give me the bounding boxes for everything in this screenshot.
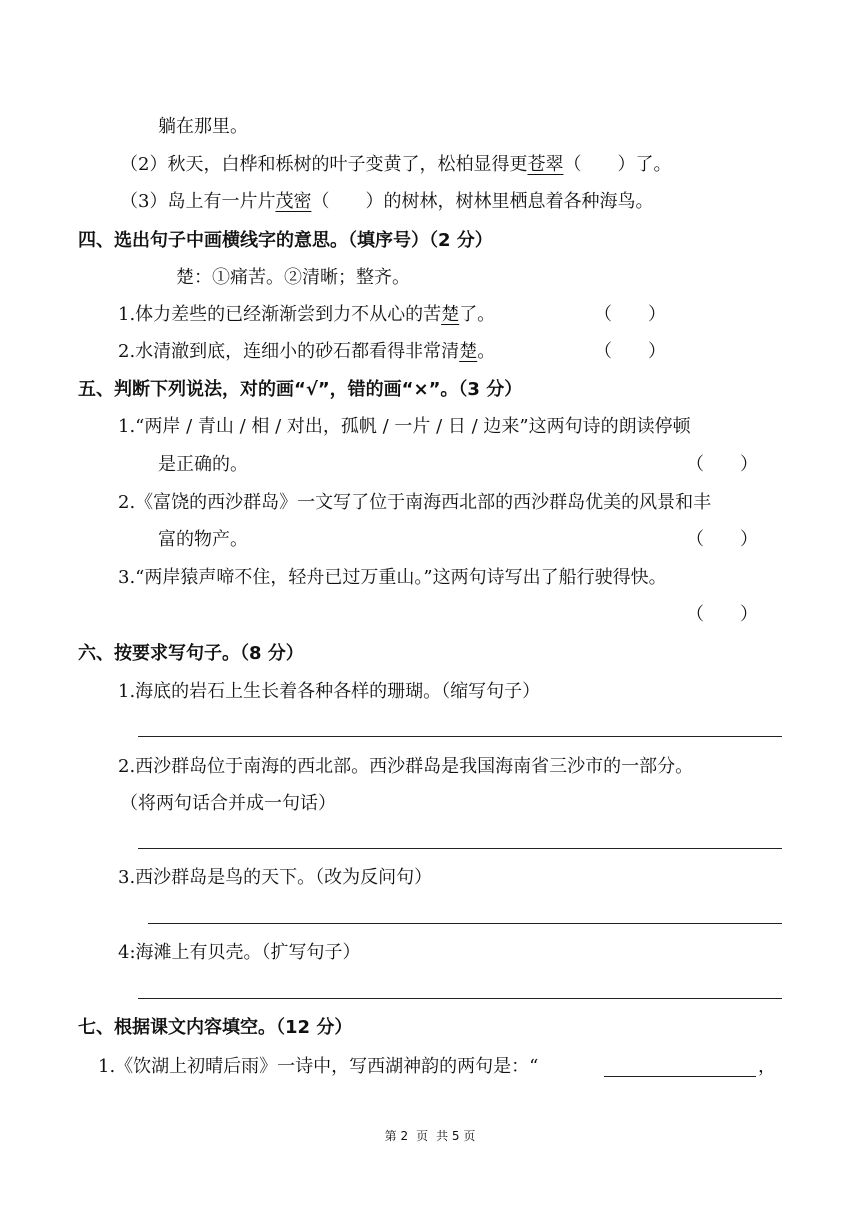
underlined-word: 楚 (441, 304, 460, 325)
underlined-word: 苍翠 (527, 154, 564, 175)
text-line: （3）岛上有一片片茂密（ ）的树林，树林里栖息着各种海鸟。 (120, 191, 654, 212)
answer-parentheses[interactable]: （ ） (686, 604, 758, 625)
page-footer (0, 1127, 860, 1144)
section-heading: 七、根据课文内容填空。（12 分） (78, 1017, 353, 1038)
answer-line[interactable] (138, 848, 782, 849)
question-line: 4:海滩上有贝壳。（扩写句子） (118, 942, 361, 963)
answer-parentheses[interactable]: （ ） (594, 304, 666, 325)
question-line: ， (758, 1056, 776, 1077)
options-line: 楚：①痛苦。②清晰；整齐。 (176, 267, 410, 288)
answer-parentheses[interactable]: （ ） (686, 454, 758, 475)
question-line: 1.海底的岩石上生长着各种各样的珊瑚。（缩写句子） (118, 681, 541, 702)
question-line: 1.“两岸 / 青山 / 相 / 对出，孤帆 / 一片 / 日 / 边来”这两句诗的朗读停顿 (118, 416, 691, 437)
fill-blank-line[interactable] (604, 1076, 756, 1077)
question-line: 2.水清澈到底，连细小的砂石都看得非常清楚。 (118, 341, 496, 362)
question-line: 是正确的。 (158, 454, 248, 475)
question-line: （将两句话合并成一句话） (120, 793, 336, 814)
underlined-word: 楚 (459, 341, 478, 362)
answer-line[interactable] (148, 923, 782, 924)
text-line: 躺在那里。 (158, 116, 248, 137)
section-heading: 六、按要求写句子。（8 分） (78, 643, 304, 664)
question-line: 1.体力差些的已经渐渐尝到力不从心的苦楚了。 (118, 304, 496, 325)
page-number: 第 2 (384, 1129, 409, 1143)
answer-line[interactable] (138, 736, 782, 737)
section-heading: 五、判断下列说法，对的画“√”，错的画“×”。（3 分） (78, 379, 523, 400)
answer-parentheses[interactable]: （ ） (594, 341, 666, 362)
question-line: 3.西沙群岛是鸟的天下。（改为反问句） (118, 867, 433, 888)
question-line: 2.《富饶的西沙群岛》一文写了位于南海西北部的西沙群岛优美的风景和丰 (118, 492, 712, 513)
page-total: 共 5 页 (436, 1129, 476, 1143)
underlined-word: 茂密 (275, 191, 312, 212)
answer-line[interactable] (138, 998, 782, 999)
question-line: 1.《饮湖上初晴后雨》一诗中，写西湖神韵的两句是：“ (98, 1056, 539, 1077)
page-label: 页 (416, 1129, 429, 1143)
section-heading: 四、选出句子中画横线字的意思。（填序号）（2 分） (78, 230, 493, 251)
question-line: 富的物产。 (158, 529, 248, 550)
text-line: （2）秋天，白桦和栎树的叶子变黄了，松柏显得更苍翠（ ）了。 (120, 154, 672, 175)
question-line: 3.“两岸猿声啼不住，轻舟已过万重山。”这两句诗写出了船行驶得快。 (118, 567, 667, 588)
answer-parentheses[interactable]: （ ） (686, 529, 758, 550)
question-line: 2.西沙群岛位于南海的西北部。西沙群岛是我国海南省三沙市的一部分。 (118, 756, 694, 777)
